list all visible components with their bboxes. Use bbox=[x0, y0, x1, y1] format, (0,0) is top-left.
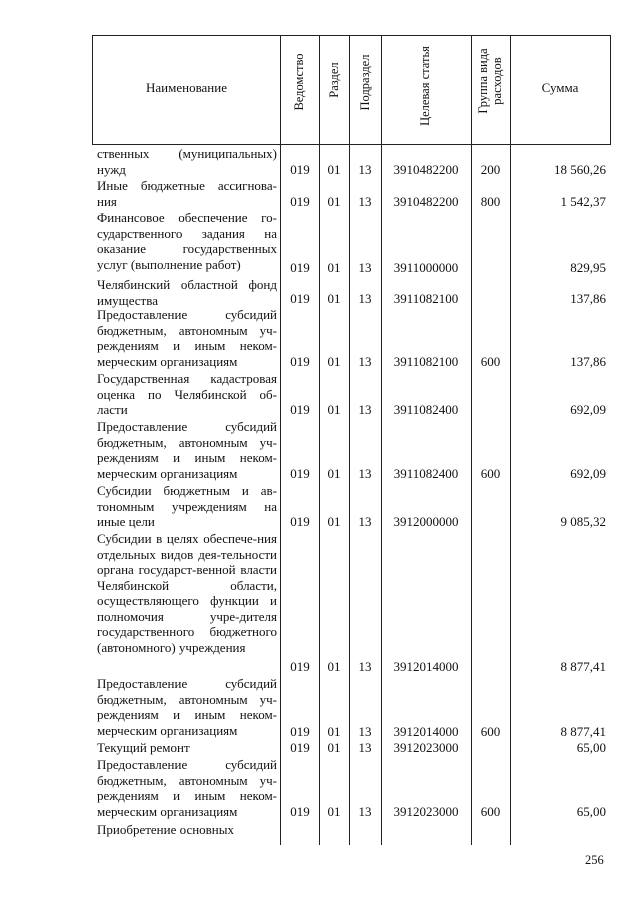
row-pod: 13 bbox=[358, 724, 372, 739]
row-name: Иные бюджетные ассигнова-ния bbox=[97, 178, 277, 209]
header-celevaya: Целевая статья bbox=[418, 46, 432, 126]
row-ved: 019 bbox=[290, 354, 310, 369]
row-ved: 019 bbox=[290, 514, 310, 529]
row-name: Субсидии в целях обеспече-ния отдельных видов дея-тельности органа государст-венной власти Челябинской области, осуществляющего функции и полномочия учре-дителя государственного бюджетного (автономного) учреждения bbox=[97, 531, 277, 655]
row-pod: 13 bbox=[358, 740, 372, 755]
row-sum: 692,09 bbox=[570, 402, 606, 417]
row-name: ственных (муниципальных) нужд bbox=[97, 146, 277, 177]
header-gruppa-line2: расходов bbox=[490, 57, 504, 105]
row-name: Приобретение основных bbox=[97, 822, 234, 837]
row-grp: 600 bbox=[480, 724, 501, 739]
row-raz: 01 bbox=[327, 740, 341, 755]
row-sum: 137,86 bbox=[570, 291, 606, 306]
row-sum: 8 877,41 bbox=[560, 724, 606, 739]
row-name: Государственная кадастровая оценка по Челябинской об-ласти bbox=[97, 371, 277, 417]
table-top-border bbox=[92, 35, 611, 36]
row-cel: 3911082100 bbox=[393, 354, 459, 369]
row-cel: 3911082100 bbox=[393, 291, 459, 306]
row-raz: 01 bbox=[327, 804, 341, 819]
row-cel: 3910482200 bbox=[393, 162, 459, 177]
row-grp: 200 bbox=[480, 162, 501, 177]
row-ved: 019 bbox=[290, 194, 310, 209]
row-sum: 9 085,32 bbox=[560, 514, 606, 529]
row-sum: 65,00 bbox=[576, 804, 606, 819]
row-raz: 01 bbox=[327, 659, 341, 674]
row-pod: 13 bbox=[358, 514, 372, 529]
row-name: Челябинский областной фонд имущества bbox=[97, 277, 277, 308]
row-raz: 01 bbox=[327, 260, 341, 275]
header-bottom-border bbox=[92, 144, 611, 145]
row-name: Предоставление субсидий бюджетным, автономным уч-реждениям и иным неком-мерческим организациям bbox=[97, 419, 277, 481]
row-ved: 019 bbox=[290, 162, 310, 177]
header-razdel: Раздел bbox=[327, 62, 341, 98]
row-pod: 13 bbox=[358, 260, 372, 275]
row-raz: 01 bbox=[327, 402, 341, 417]
row-pod: 13 bbox=[358, 804, 372, 819]
row-pod: 13 bbox=[358, 354, 372, 369]
row-pod: 13 bbox=[358, 194, 372, 209]
row-sum: 18 560,26 bbox=[554, 162, 606, 177]
row-cel: 3911082400 bbox=[393, 466, 459, 481]
row-cel: 3912023000 bbox=[393, 740, 459, 755]
row-ved: 019 bbox=[290, 659, 310, 674]
row-raz: 01 bbox=[327, 514, 341, 529]
header-summa: Сумма bbox=[541, 80, 579, 95]
row-name: Предоставление субсидий бюджетным, автономным уч-реждениям и иным неком-мерческим организациям bbox=[97, 757, 277, 819]
row-ved: 019 bbox=[290, 804, 310, 819]
row-raz: 01 bbox=[327, 194, 341, 209]
row-cel: 3911082400 bbox=[393, 402, 459, 417]
header-name: Наименование bbox=[146, 80, 227, 95]
header-vedomstvo: Ведомство bbox=[292, 53, 306, 111]
row-sum: 829,95 bbox=[570, 260, 606, 275]
header-gruppa-line1: Группа вида bbox=[476, 48, 490, 114]
row-raz: 01 bbox=[327, 291, 341, 306]
row-cel: 3912014000 bbox=[393, 724, 459, 739]
row-pod: 13 bbox=[358, 466, 372, 481]
row-cel: 3912000000 bbox=[393, 514, 459, 529]
row-ved: 019 bbox=[290, 466, 310, 481]
row-sum: 137,86 bbox=[570, 354, 606, 369]
row-raz: 01 bbox=[327, 466, 341, 481]
row-pod: 13 bbox=[358, 402, 372, 417]
row-name: Текущий ремонт bbox=[97, 740, 190, 755]
row-raz: 01 bbox=[327, 724, 341, 739]
row-ved: 019 bbox=[290, 291, 310, 306]
row-name: Субсидии бюджетным и ав-тономным учреждениям на иные цели bbox=[97, 483, 277, 529]
row-cel: 3912023000 bbox=[393, 804, 459, 819]
row-sum: 692,09 bbox=[570, 466, 606, 481]
row-ved: 019 bbox=[290, 402, 310, 417]
row-pod: 13 bbox=[358, 291, 372, 306]
row-cel: 3912014000 bbox=[393, 659, 459, 674]
row-name: Предоставление субсидий бюджетным, автономным уч-реждениям и иным неком-мерческим организациям bbox=[97, 676, 277, 738]
header-right-border bbox=[610, 35, 611, 145]
page-number: 256 bbox=[585, 853, 604, 867]
header-podrazdel: Подраздел bbox=[358, 54, 372, 111]
row-grp: 800 bbox=[480, 194, 501, 209]
row-grp: 600 bbox=[480, 804, 501, 819]
row-name: Финансовое обеспечение го-сударственного задания на оказание государственных услуг (выполнение работ) bbox=[97, 210, 277, 272]
row-sum: 8 877,41 bbox=[560, 659, 606, 674]
row-pod: 13 bbox=[358, 162, 372, 177]
row-raz: 01 bbox=[327, 162, 341, 177]
row-cel: 3911000000 bbox=[393, 260, 459, 275]
row-grp: 600 bbox=[480, 354, 501, 369]
row-name: Предоставление субсидий бюджетным, автономным уч-реждениям и иным неком-мерческим организациям bbox=[97, 307, 277, 369]
row-sum: 65,00 bbox=[576, 740, 606, 755]
row-ved: 019 bbox=[290, 260, 310, 275]
row-ved: 019 bbox=[290, 724, 310, 739]
row-sum: 1 542,37 bbox=[560, 194, 606, 209]
row-ved: 019 bbox=[290, 740, 310, 755]
row-pod: 13 bbox=[358, 659, 372, 674]
row-cel: 3910482200 bbox=[393, 194, 459, 209]
row-grp: 600 bbox=[480, 466, 501, 481]
row-raz: 01 bbox=[327, 354, 341, 369]
